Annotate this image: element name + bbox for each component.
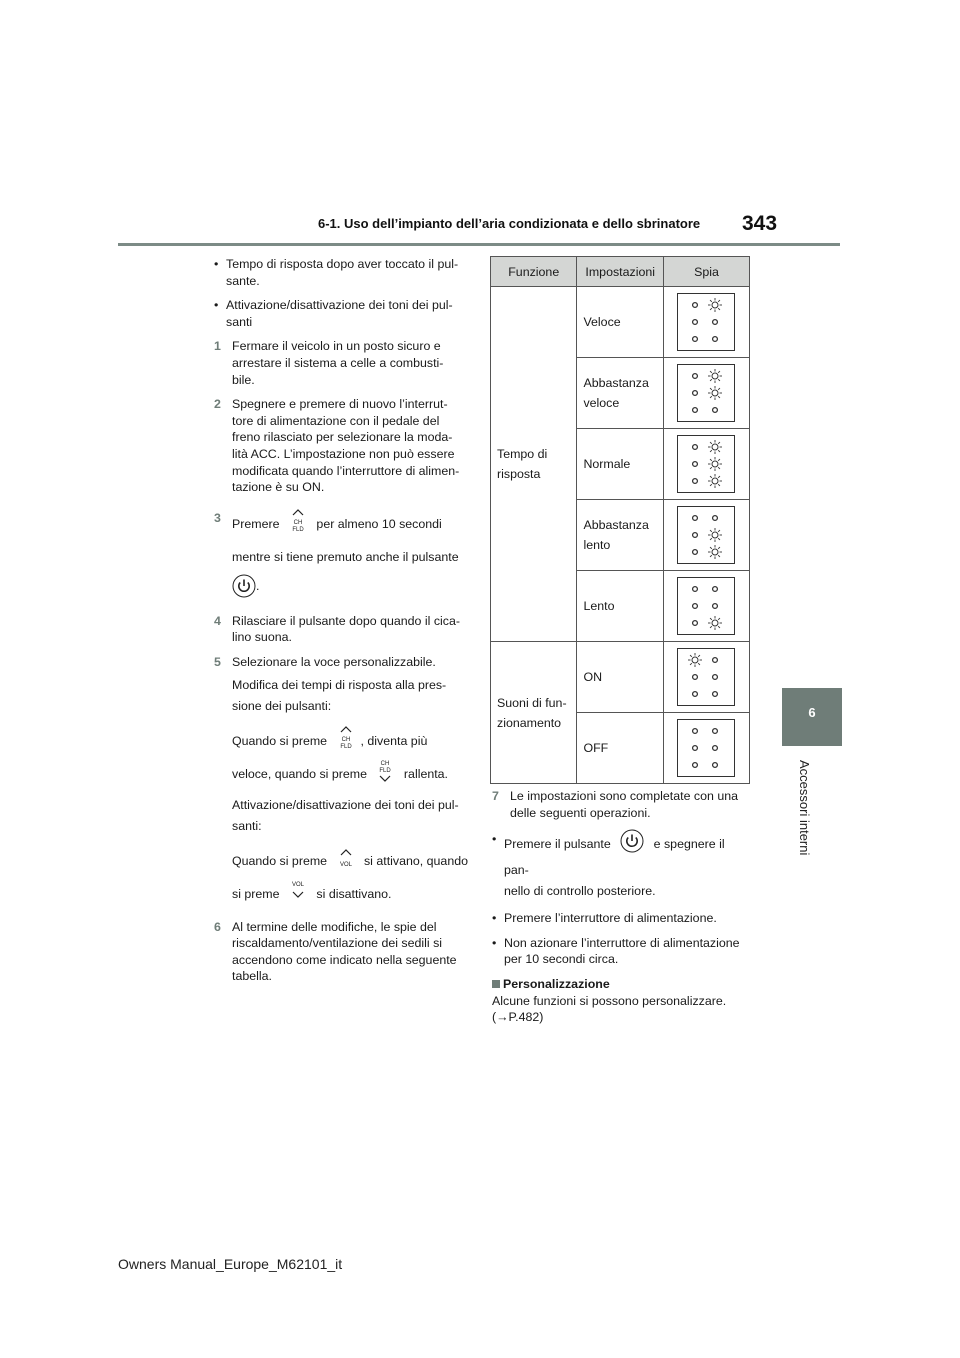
indicator-lights	[677, 435, 735, 493]
indicator-off-icon	[693, 692, 698, 697]
text-line: lento	[583, 538, 611, 552]
indicator-off-icon	[713, 604, 718, 609]
left-column	[214, 256, 468, 993]
text-line: Suoni di fun-	[497, 695, 567, 710]
indicator-off-icon	[693, 763, 698, 768]
section-subheading	[492, 976, 752, 993]
step-3	[214, 508, 468, 605]
step-number: 3	[214, 510, 221, 525]
indicator-off-icon	[693, 462, 698, 467]
table-row	[491, 287, 750, 358]
step-7	[492, 788, 752, 821]
indicator-off-icon	[713, 675, 718, 680]
indicator-lit-icon	[708, 545, 722, 559]
text-line: ON	[583, 670, 603, 684]
indicator-grid	[678, 578, 734, 634]
indicator-cell	[663, 429, 749, 500]
page-reference-link[interactable]: (→P.482)	[492, 1010, 544, 1025]
text-line: nello di controllo posteriore.	[504, 884, 656, 899]
text-line: per 10 secondi circa.	[504, 952, 619, 967]
indicator-lights	[677, 648, 735, 706]
indicator-grid	[678, 720, 734, 776]
indicator-off-icon	[693, 604, 698, 609]
indicator-lights	[677, 719, 735, 777]
text-line: sante.	[226, 273, 260, 288]
right-column	[492, 788, 752, 1026]
power-button-icon	[620, 829, 644, 860]
section-title: 6-1. Uso dell’impianto dell’aria condizionata e dello sbrinatore	[318, 216, 701, 231]
text-line: tazione è su ON.	[232, 480, 325, 495]
settings-table	[490, 256, 750, 784]
text-line: Le impostazioni sono completate con una	[510, 789, 738, 803]
setting-cell	[577, 287, 664, 358]
text-line: Tempo di risposta dopo aver toccato il pul-	[226, 257, 459, 271]
step-number: 5	[214, 654, 221, 669]
paragraph	[232, 675, 468, 717]
text-line: Alcune funzioni si possono personalizzare.	[492, 993, 727, 1008]
text-line: Rilasciare il pulsante dopo quando il cica-	[232, 613, 460, 628]
text-line: Al termine delle modifiche, le spie del	[232, 919, 437, 934]
text-line: Attivazione/disattivazione dei toni dei pul-	[226, 298, 453, 313]
indicator-off-icon	[693, 337, 698, 342]
text-line: Selezionare la voce personalizzabile.	[232, 654, 436, 669]
chapter-tab: 6	[782, 688, 842, 746]
indicator-off-icon	[713, 729, 718, 734]
text-line: Premere il pulsante	[504, 836, 611, 851]
indicator-off-icon	[693, 303, 698, 308]
text-line: Spegnere e premere di nuovo l’interrut-	[232, 397, 448, 412]
indicator-off-icon	[713, 587, 718, 592]
text-line: zionamento	[497, 715, 562, 730]
text-line: tabella.	[232, 969, 272, 984]
paragraph	[232, 845, 468, 911]
indicator-off-icon	[693, 320, 698, 325]
indicator-off-icon	[693, 550, 698, 555]
step-1	[214, 338, 468, 388]
indicator-off-icon	[693, 533, 698, 538]
text-line: veloce	[583, 396, 620, 410]
column-header: Funzione	[491, 257, 577, 287]
text-line: Personalizzazione	[503, 976, 610, 991]
text-line: freno rilasciato per selezionare la moda-	[232, 430, 453, 445]
text-line: arrestare il sistema a celle a combusti-	[232, 355, 444, 370]
paragraph	[232, 725, 468, 791]
indicator-off-icon	[693, 391, 698, 396]
indicator-lit-icon	[708, 528, 722, 542]
header-divider	[118, 243, 840, 246]
ch-fld-up-icon	[337, 725, 355, 758]
text-line: tore di alimentazione con il pedale del	[232, 413, 440, 428]
indicator-off-icon	[693, 445, 698, 450]
indicator-off-icon	[713, 763, 718, 768]
text-line: Non azionare l’interruttore di alimentazione	[504, 935, 740, 950]
text-line: si attivano, quando	[363, 853, 468, 868]
power-button-icon	[232, 574, 256, 605]
text-line: Abbastanza	[583, 518, 649, 532]
indicator-lit-icon	[708, 440, 722, 454]
chapter-label: Accessori interni	[797, 760, 812, 856]
text-line: Tempo di	[497, 447, 548, 461]
column-header: Spia	[663, 257, 749, 287]
text-line: accendono come indicato nella seguente	[232, 952, 457, 967]
vol-up-icon	[337, 845, 355, 878]
indicator-off-icon	[693, 729, 698, 734]
text-line: , diventa più	[360, 733, 428, 748]
svg-text:CH: CH	[293, 519, 303, 526]
text-line: santi	[226, 314, 253, 329]
paragraph	[492, 993, 752, 1026]
square-bullet-icon	[492, 980, 500, 988]
svg-text:FLD: FLD	[339, 743, 352, 750]
indicator-off-icon	[713, 516, 718, 521]
text-line: Premere	[232, 516, 280, 531]
paragraph	[232, 795, 468, 837]
step-number: 2	[214, 397, 221, 412]
setting-cell	[577, 429, 664, 500]
footer-text: Owners Manual_Europe_M62101_it	[118, 1256, 343, 1272]
step-number: 4	[214, 613, 221, 628]
indicator-off-icon	[713, 658, 718, 663]
indicator-cell	[663, 287, 749, 358]
page-number: 343	[742, 212, 778, 235]
text-line: .	[256, 578, 260, 593]
svg-text:VOL: VOL	[339, 861, 352, 868]
indicator-off-icon	[693, 516, 698, 521]
table-header-row	[491, 257, 750, 287]
svg-text:CH: CH	[341, 736, 350, 743]
indicator-off-icon	[713, 692, 718, 697]
text-line: delle seguenti operazioni.	[510, 805, 651, 820]
column-header: Impostazioni	[577, 257, 664, 287]
text-line: modificata quando l’interruttore di alimen-	[232, 463, 460, 478]
step-5	[214, 654, 468, 911]
text-line: Normale	[583, 457, 631, 471]
step-4	[214, 613, 468, 646]
indicator-off-icon	[693, 621, 698, 626]
indicator-off-icon	[693, 746, 698, 751]
indicator-off-icon	[693, 408, 698, 413]
text-line: Quando si preme	[232, 853, 328, 868]
step-2	[214, 396, 468, 496]
indicator-off-icon	[693, 587, 698, 592]
text-line: sione dei pulsanti:	[232, 698, 332, 713]
text-line: rallenta.	[403, 766, 449, 781]
setting-cell	[577, 571, 664, 642]
vol-down-icon	[289, 878, 307, 911]
text-line: risposta	[497, 467, 541, 481]
text-line: e spegnere il pan-	[504, 836, 725, 878]
indicator-grid	[678, 507, 734, 563]
text-line: bile.	[232, 372, 255, 387]
list-item	[492, 935, 752, 968]
indicator-off-icon	[713, 746, 718, 751]
indicator-grid	[678, 294, 734, 350]
indicator-off-icon	[693, 479, 698, 484]
step-number: 6	[214, 919, 221, 934]
indicator-lit-icon	[708, 386, 722, 400]
setting-cell	[577, 713, 664, 784]
indicator-cell	[663, 571, 749, 642]
indicator-off-icon	[713, 320, 718, 325]
text-line: lino suona.	[232, 630, 292, 645]
indicator-lights	[677, 577, 735, 635]
text-line: si disattivano.	[316, 886, 392, 901]
indicator-off-icon	[713, 337, 718, 342]
text-line: Modifica dei tempi di risposta alla pres-	[232, 677, 447, 692]
setting-cell	[577, 500, 664, 571]
setting-cell	[577, 358, 664, 429]
svg-text:FLD: FLD	[292, 526, 304, 533]
indicator-grid	[678, 436, 734, 492]
step-6	[214, 919, 468, 985]
ch-fld-down-icon	[376, 758, 394, 791]
ch-fld-up-icon	[289, 508, 307, 541]
step-number: 1	[214, 339, 221, 354]
text-line: Abbastanza	[583, 376, 649, 390]
text-line: si preme	[232, 886, 280, 901]
list-item	[492, 910, 752, 927]
indicator-lit-icon	[688, 653, 702, 667]
indicator-lit-icon	[708, 369, 722, 383]
list-item	[492, 829, 752, 902]
list-item	[214, 297, 468, 330]
indicator-lit-icon	[708, 474, 722, 488]
text-line: lità ACC. L’impostazione non può essere	[232, 446, 455, 461]
text-line: Fermare il veicolo in un posto sicuro e	[232, 339, 441, 354]
text-line: Veloce	[583, 315, 621, 329]
step-number: 7	[492, 789, 499, 803]
text-line: Premere l’interruttore di alimentazione.	[504, 911, 717, 926]
indicator-cell	[663, 358, 749, 429]
text-line: riscaldamento/ventilazione dei sedili si	[232, 936, 443, 951]
svg-text:VOL: VOL	[291, 881, 304, 888]
indicator-cell	[663, 500, 749, 571]
indicator-off-icon	[713, 408, 718, 413]
text-line: mentre si tiene premuto anche il pulsante	[232, 549, 459, 564]
indicator-cell	[663, 642, 749, 713]
text-line: per almeno 10 secondi	[316, 516, 442, 531]
text-line: veloce, quando si preme	[232, 766, 368, 781]
text-line: Lento	[583, 599, 615, 613]
function-cell	[491, 642, 577, 784]
text-line: OFF	[583, 741, 609, 755]
indicator-lit-icon	[708, 457, 722, 471]
indicator-grid	[678, 365, 734, 421]
indicator-lights	[677, 506, 735, 564]
indicator-off-icon	[693, 675, 698, 680]
function-cell	[491, 287, 577, 642]
indicator-off-icon	[693, 374, 698, 379]
indicator-lit-icon	[708, 616, 722, 630]
text-line: Attivazione/disattivazione dei toni dei pul-	[232, 797, 459, 812]
setting-cell	[577, 642, 664, 713]
svg-text:CH: CH	[381, 760, 390, 767]
indicator-grid	[678, 649, 734, 705]
table-row	[491, 642, 750, 713]
list-item	[214, 256, 468, 289]
indicator-cell	[663, 713, 749, 784]
indicator-lights	[677, 293, 735, 351]
indicator-lights	[677, 364, 735, 422]
text-line: Quando si preme	[232, 733, 328, 748]
svg-text:FLD: FLD	[379, 767, 392, 774]
indicator-lit-icon	[708, 298, 722, 312]
text-line: santi:	[232, 818, 262, 833]
